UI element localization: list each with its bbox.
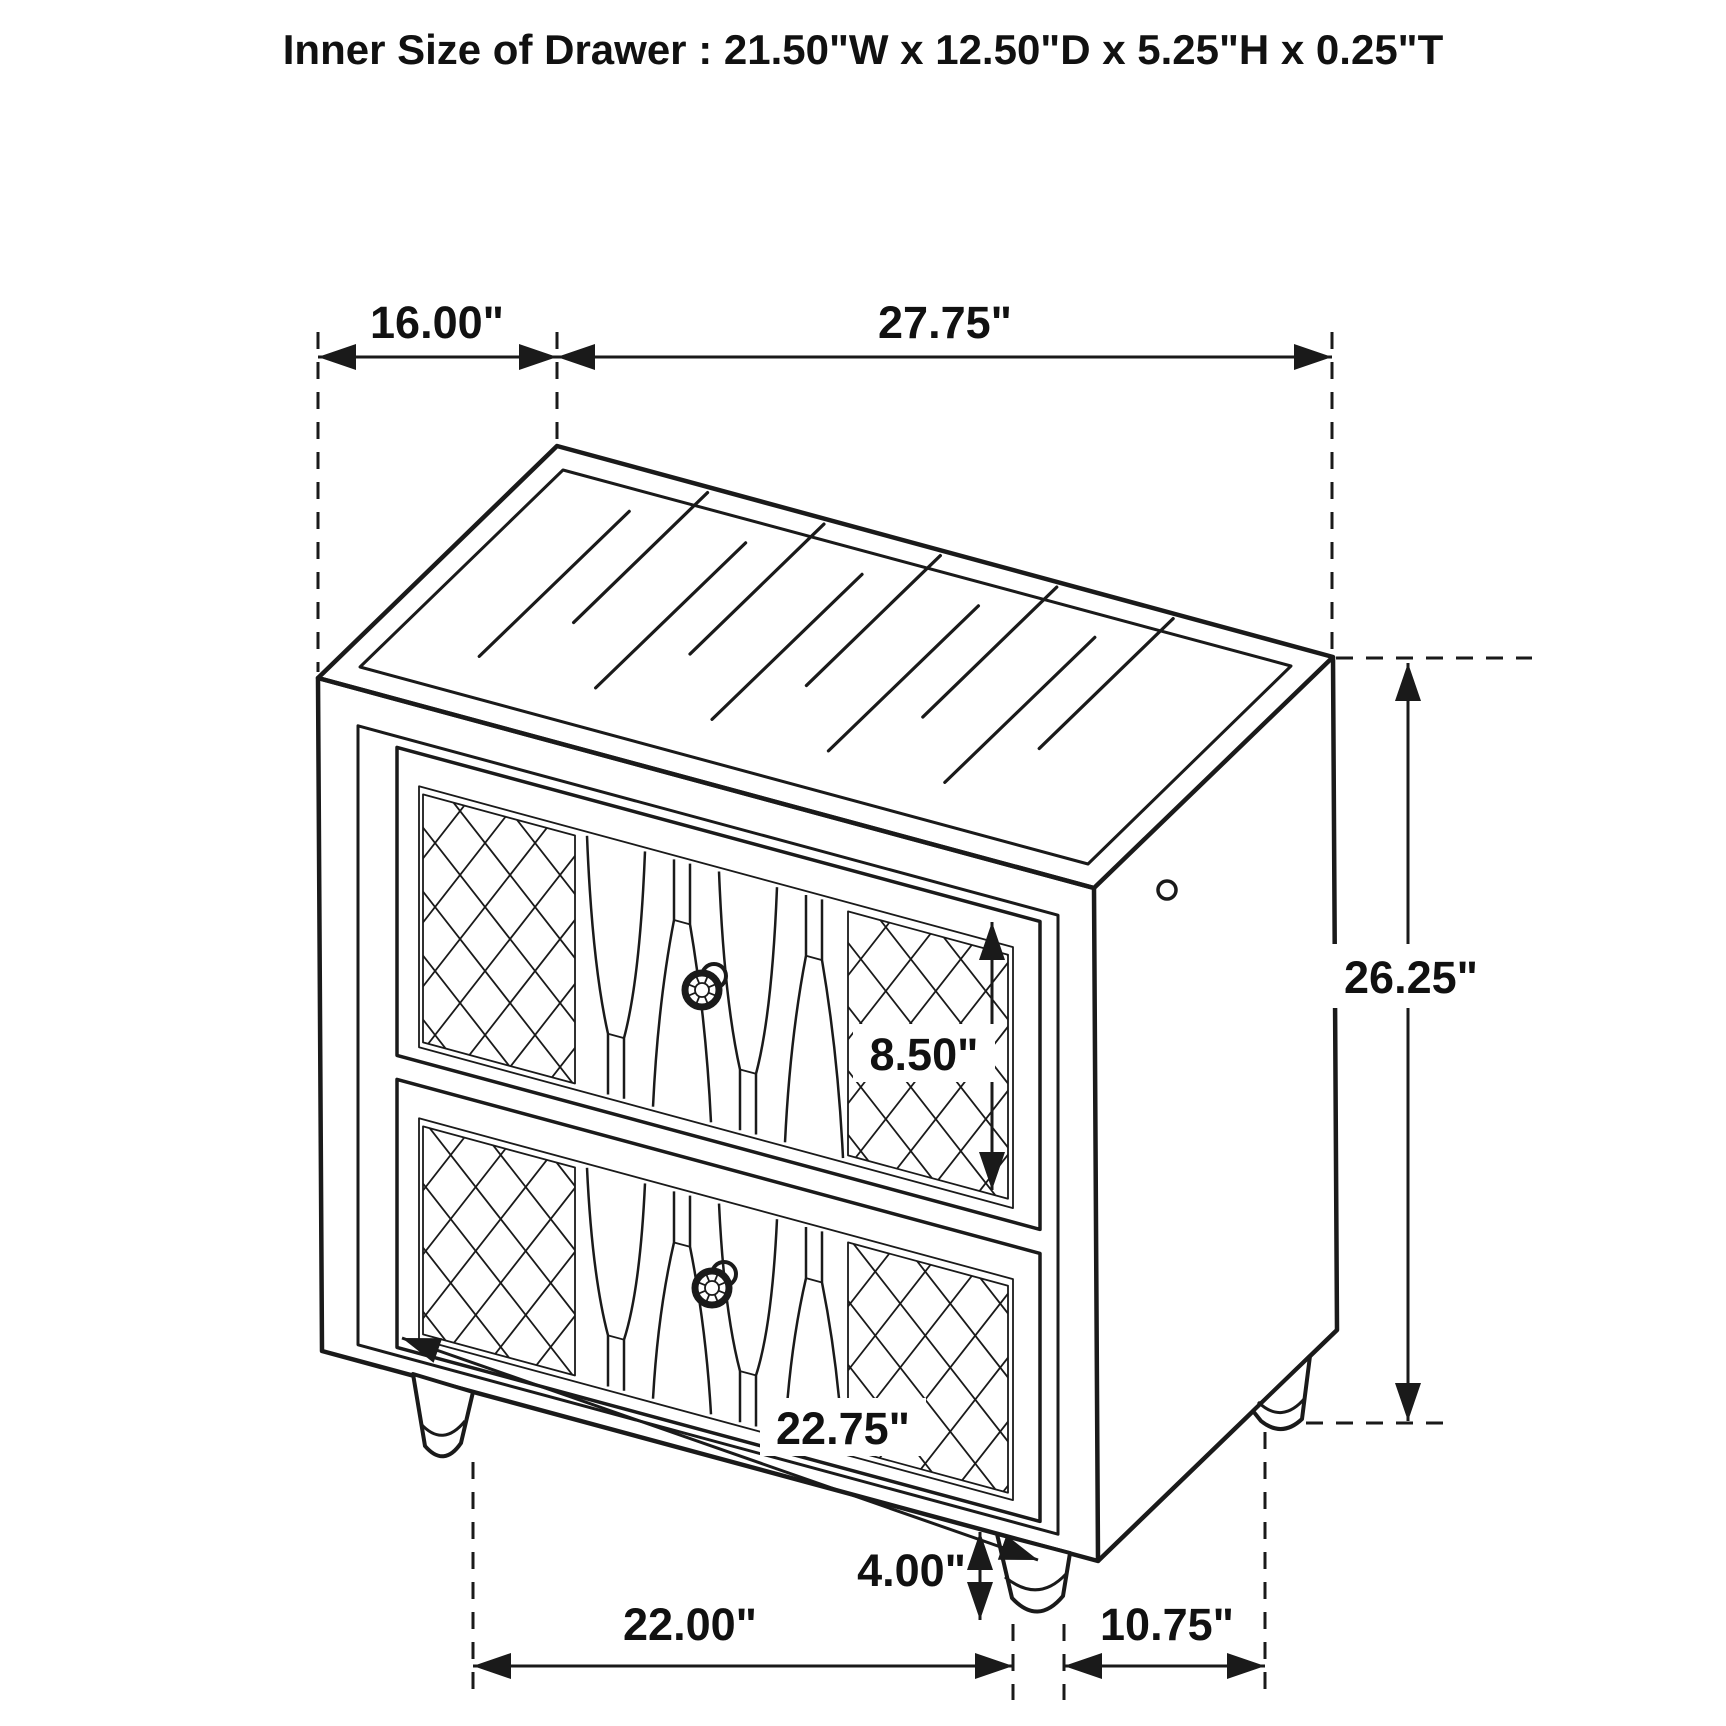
dim-label-leg-height: 4.00" [857, 1545, 966, 1596]
dim-label-base-width: 22.00" [623, 1599, 757, 1650]
dim-label-top-depth: 16.00" [370, 297, 504, 348]
diagram-title: Inner Size of Drawer : 21.50"W x 12.50"D x 5.25"H x 0.25"T [282, 26, 1444, 73]
dim-label-overall-height: 26.25" [1344, 952, 1478, 1003]
dim-label-base-depth: 10.75" [1100, 1599, 1234, 1650]
dim-label-drawer-front-width: 22.75" [776, 1403, 910, 1454]
dim-label-drawer-front-height: 8.50" [869, 1029, 979, 1080]
dim-label-top-width: 27.75" [878, 297, 1012, 348]
